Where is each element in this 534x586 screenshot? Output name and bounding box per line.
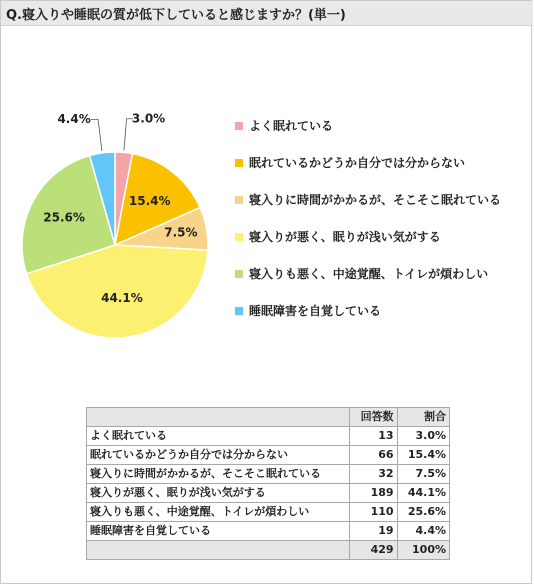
pie-data-label: 15.4% (128, 193, 171, 208)
legend-label: 睡眠障害を自覚している (249, 304, 382, 318)
row-percent: 4.4% (397, 522, 449, 541)
row-label: 寝入りが悪く、眠りが浅い気がする (87, 484, 350, 503)
total-count: 429 (350, 541, 397, 560)
row-count: 189 (350, 484, 397, 503)
label-leader-line (91, 119, 102, 151)
row-label: 寝入りも悪く、中途覚醒、トイレが煩わしい (87, 503, 350, 522)
pie-data-label: 25.6% (43, 210, 85, 225)
row-count: 66 (350, 446, 397, 465)
legend-swatch (235, 196, 243, 204)
row-label: 睡眠障害を自覚している (87, 522, 350, 541)
legend-label: 寝入りも悪く、中途覚醒、トイレが煩わしい (249, 267, 489, 281)
legend-swatch (235, 307, 243, 315)
header-count: 回答数 (350, 408, 397, 427)
row-count: 19 (350, 522, 397, 541)
pie-data-label: 7.5% (164, 225, 198, 240)
table-total-row (87, 541, 450, 560)
legend-swatch (235, 270, 243, 278)
total-percent: 100% (397, 541, 449, 560)
table-row (87, 427, 450, 446)
legend-label: 寝入りに時間がかかるが、そこそこ眠れている (249, 193, 502, 207)
row-percent: 44.1% (397, 484, 449, 503)
legend-label: よく眠れている (249, 119, 334, 133)
legend-swatch (235, 233, 243, 241)
table-row (87, 446, 450, 465)
legend-label: 眠れているかどうか自分では分からない (249, 156, 466, 170)
legend-swatch (235, 159, 243, 167)
pie-data-label: 4.4% (57, 111, 91, 126)
table-row (87, 484, 450, 503)
row-label: 眠れているかどうか自分では分からない (87, 446, 350, 465)
row-percent: 15.4% (397, 446, 449, 465)
table-row (87, 465, 450, 484)
total-label (87, 541, 350, 560)
header-percent: 割合 (397, 408, 449, 427)
row-percent: 3.0% (397, 427, 449, 446)
row-count: 110 (350, 503, 397, 522)
row-count: 32 (350, 465, 397, 484)
legend-label: 寝入りが悪く、眠りが浅い気がする (249, 230, 441, 244)
row-label: 寝入りに時間がかかるが、そこそこ眠れている (87, 465, 350, 484)
results-table (86, 407, 450, 560)
header-label (87, 408, 350, 427)
pie-data-label: 44.1% (101, 290, 143, 305)
table-header-row (87, 408, 450, 427)
page-title: Q.寝入りや睡眠の質が低下していると感じますか？(単一) (6, 8, 346, 23)
row-percent: 7.5% (397, 465, 449, 484)
row-label: よく眠れている (87, 427, 350, 446)
pie-data-label: 3.0% (131, 111, 166, 126)
row-count: 13 (350, 427, 397, 446)
legend-swatch (235, 122, 243, 130)
table-row (87, 522, 450, 541)
table-row (87, 503, 450, 522)
row-percent: 25.6% (397, 503, 449, 522)
